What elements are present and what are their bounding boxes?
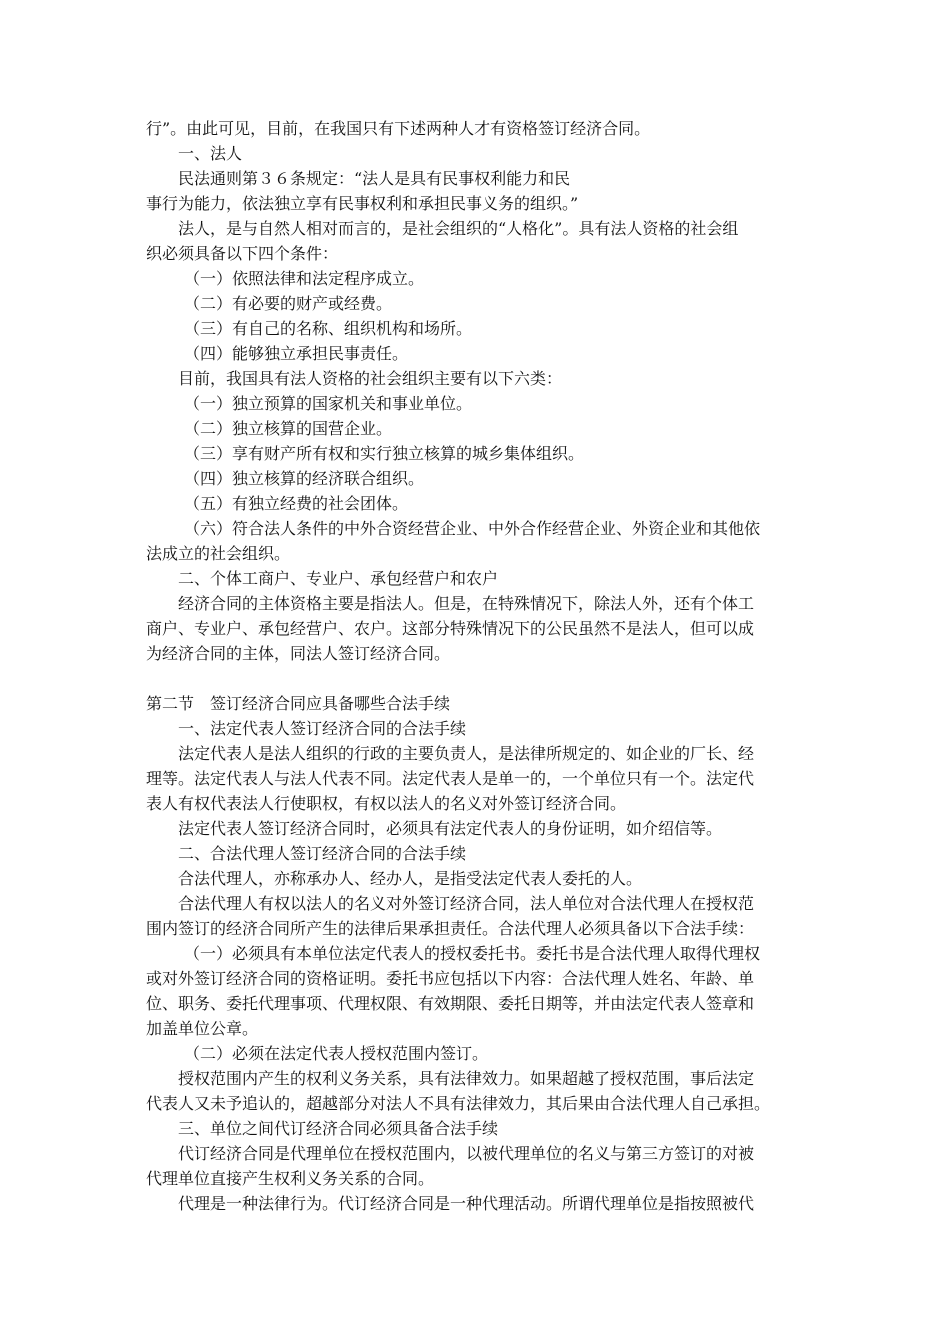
text-line: 代理单位直接产生权利义务关系的合同。 (146, 1169, 435, 1188)
text-line: 民法通则第３６条规定：“法人是具有民事权利能力和民 (178, 169, 571, 188)
text-line: 理等。法定代表人与法人代表不同。法定代表人是单一的，一个单位只有一个。法定代 (146, 769, 755, 788)
list-item: （五）有独立经费的社会团体。 (184, 494, 409, 513)
text-line: 表人有权代表法人行使职权，有权以法人的名义对外签订经济合同。 (146, 794, 627, 813)
text-line: 为经济合同的主体，同法人签订经济合同。 (146, 644, 451, 663)
list-item: （四）能够独立承担民事责任。 (184, 344, 409, 363)
heading-unit-agency: 三、单位之间代订经济合同必须具备合法手续 (178, 1119, 499, 1138)
list-item: （六）符合法人条件的中外合资经营企业、中外合作经营企业、外资企业和其他依 (184, 519, 761, 538)
text-line: 法人，是与自然人相对而言的，是社会组织的“人格化”。具有法人资格的社会组 (178, 219, 739, 238)
list-item: （一）依照法律和法定程序成立。 (184, 269, 425, 288)
text-line: 位、职务、委托代理事项、代理权限、有效期限、委托日期等，并由法定代表人签章和 (146, 994, 755, 1013)
text-line: 法定代表人是法人组织的行政的主要负责人，是法律所规定的、如企业的厂长、经 (178, 744, 755, 763)
text-line: 或对外签订经济合同的资格证明。委托书应包括以下内容：合法代理人姓名、年龄、单 (146, 969, 755, 988)
list-item: （四）独立核算的经济联合组织。 (184, 469, 425, 488)
text-line: 法成立的社会组织。 (146, 544, 291, 563)
heading-legal-person: 一、法人 (178, 144, 243, 163)
heading-legal-agent: 二、合法代理人签订经济合同的合法手续 (178, 844, 467, 863)
text-line: 加盖单位公章。 (146, 1019, 259, 1038)
text-line: 代表人又未予追认的，超越部分对法人不具有法律效力，其后果由合法代理人自己承担。 (146, 1094, 771, 1113)
list-item: （二）必须在法定代表人授权范围内签订。 (184, 1044, 489, 1063)
text-line: 目前，我国具有法人资格的社会组织主要有以下六类： (178, 369, 563, 388)
text-line: 经济合同的主体资格主要是指法人。但是，在特殊情况下，除法人外，还有个体工 (178, 594, 755, 613)
text-line: 法定代表人签订经济合同时，必须具有法定代表人的身份证明，如介绍信等。 (178, 819, 723, 838)
list-item: （一）独立预算的国家机关和事业单位。 (184, 394, 473, 413)
text-line: 合法代理人有权以法人的名义对外签订经济合同，法人单位对合法代理人在授权范 (178, 894, 755, 913)
text-line: 授权范围内产生的权利义务关系，具有法律效力。如果超越了授权范围，事后法定 (178, 1069, 755, 1088)
list-item: （二）独立核算的国营企业。 (184, 419, 393, 438)
text-line: 商户、专业户、承包经营户、农户。这部分特殊情况下的公民虽然不是法人，但可以成 (146, 619, 755, 638)
text-line: 代理是一种法律行为。代订经济合同是一种代理活动。所谓代理单位是指按照被代 (178, 1194, 755, 1213)
text-line: 织必须具备以下四个条件： (146, 244, 339, 263)
text-line: 合法代理人，亦称承办人、经办人，是指受法定代表人委托的人。 (178, 869, 643, 888)
list-item: （三）享有财产所有权和实行独立核算的城乡集体组织。 (184, 444, 585, 463)
text-line: 事行为能力，依法独立享有民事权利和承担民事义务的组织。” (146, 194, 579, 213)
text-line: 围内签订的经济合同所产生的法律后果承担责任。合法代理人必须具备以下合法手续： (146, 919, 755, 938)
list-item: （三）有自己的名称、组织机构和场所。 (184, 319, 473, 338)
list-item: （一）必须具有本单位法定代表人的授权委托书。委托书是合法代理人取得代理权 (184, 944, 761, 963)
text-line: 行”。由此可见，目前，在我国只有下述两种人才有资格签订经济合同。 (146, 119, 651, 138)
list-item: （二）有必要的财产或经费。 (184, 294, 393, 313)
text-line: 代订经济合同是代理单位在授权范围内，以被代理单位的名义与第三方签订的对被 (178, 1144, 755, 1163)
section-title: 第二节 签订经济合同应具备哪些合法手续 (146, 694, 451, 713)
heading-individual-business: 二、个体工商户、专业户、承包经营户和农户 (178, 569, 499, 588)
heading-legal-representative: 一、法定代表人签订经济合同的合法手续 (178, 719, 467, 738)
